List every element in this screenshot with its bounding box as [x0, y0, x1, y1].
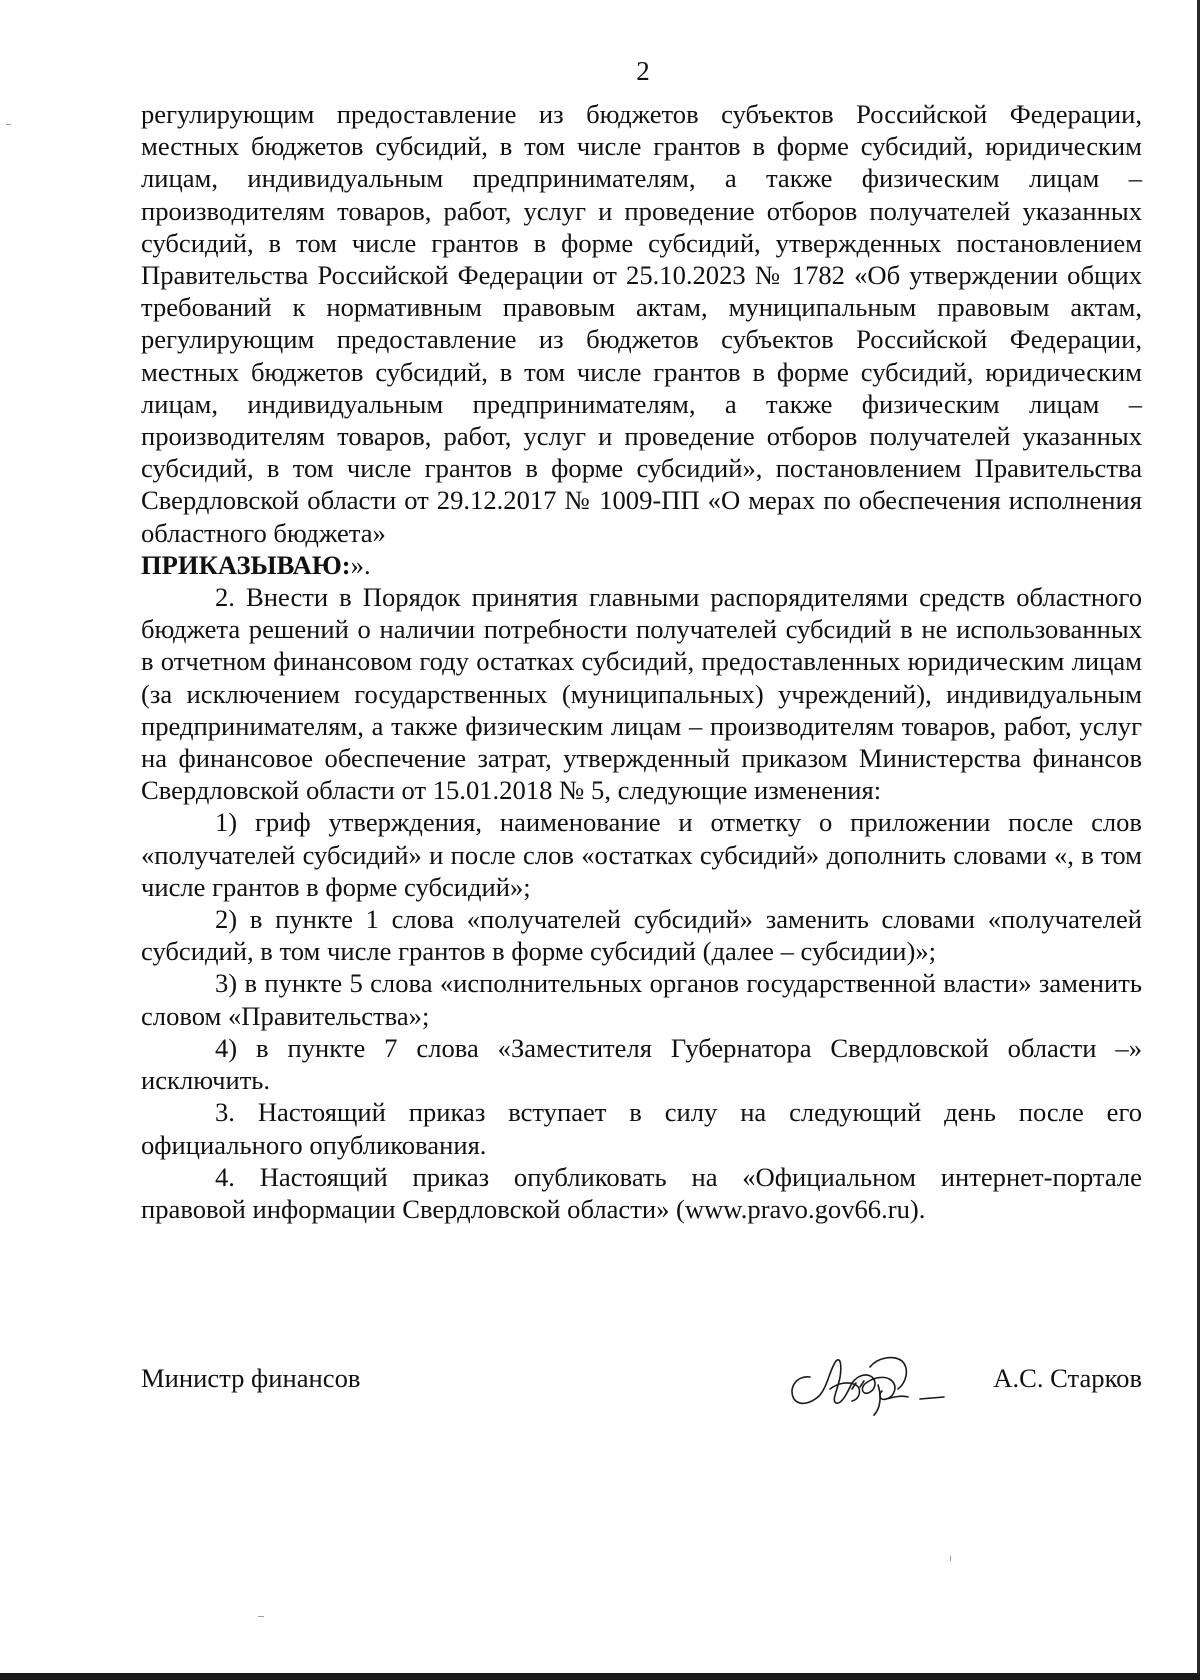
- order-clause-tail: ».: [350, 549, 371, 580]
- order-clause: [141, 549, 1142, 581]
- signature-block: [141, 1363, 1142, 1423]
- signer-title: Министр финансов: [141, 1363, 361, 1393]
- document-body: [141, 98, 1142, 1225]
- paragraph-item-2-1: 1) гриф утверждения, наименование и отметку о приложении после слов «получателей субсидий» и после слов «остатках субсидий» дополнить словами «, в том числе грантов в форме субсидий»;: [141, 807, 1142, 902]
- scan-mark: [6, 124, 11, 125]
- scan-edge-bottom: [0, 1673, 1200, 1680]
- scan-mark: [950, 1556, 951, 1561]
- paragraph-item-3: 3. Настоящий приказ вступает в силу на следующий день после его официального опубликования.: [141, 1097, 1142, 1160]
- scan-mark: [258, 1616, 264, 1617]
- paragraph-item-2-2: 2) в пункте 1 слова «получателей субсидий» заменить словами «получателей субсидий, в том числе грантов в форме субсидий (далее – субсидии)»;: [141, 904, 1142, 967]
- paragraph-preamble-continuation: регулирующим предоставление из бюджетов субъектов Российской Федерации, местных бюджетов субсидий, в том числе грантов в форме субсидий, юридическим лицам, индивидуальным предпринимателям, а также физическим лицам – производителям товаров, работ, услуг и проведение отборов получателей указанных субсидий, в том числе грантов в форме субсидий, утвержденных постановлением Правительства Российской Федерации от 25.10.2023 № 1782 «Об утверждении общих требований к нормативным правовым актам, муниципальным правовым актам, регулирующим предоставление из бюджетов субъектов Российской Федерации, местных бюджетов субсидий, в том числе грантов в форме субсидий, юридическим лицам, индивидуальным предпринимателям, а также физическим лицам – производителям товаров, работ, услуг и проведение отборов получателей указанных субсидий, в том числе грантов в форме субсидий», постановлением Правительства Свердловской области от 29.12.2017 № 1009-ПП «О мерах по обеспечения исполнения областного бюджета»: [141, 99, 1142, 548]
- signature: [782, 1339, 948, 1419]
- paragraph-item-2: 2. Внести в Порядок принятия главными распорядителями средств областного бюджета решений о наличии потребности получателей субсидий в не использованных в отчетном финансовом году остатках субсидий, предоставленных юридическим лицам (за исключением государственных (муниципальных) учреждений), индивидуальным предпринимателям, а также физическим лицам – производителям товаров, работ, услуг на финансовое обеспечение затрат, утвержденный приказом Министерства финансов Свердловской области от 15.01.2018 № 5, следующие изменения:: [141, 582, 1142, 806]
- paragraph-item-2-4: 4) в пункте 7 слова «Заместителя Губернатора Свердловской области –» исключить.: [141, 1032, 1142, 1096]
- page-number: 2: [636, 56, 650, 86]
- paragraph-item-4: 4. Настоящий приказ опубликовать на «Официальном интернет-портале правовой информации Свердловской области» (www.pravo.gov66.ru).: [141, 1161, 1142, 1224]
- paragraph-item-2-3: 3) в пункте 5 слова «исполнительных органов государственной власти» заменить словом «Правительства»;: [141, 968, 1142, 1031]
- order-word: ПРИКАЗЫВАЮ:: [141, 549, 351, 580]
- signer-name: А.С. Старков: [993, 1363, 1142, 1393]
